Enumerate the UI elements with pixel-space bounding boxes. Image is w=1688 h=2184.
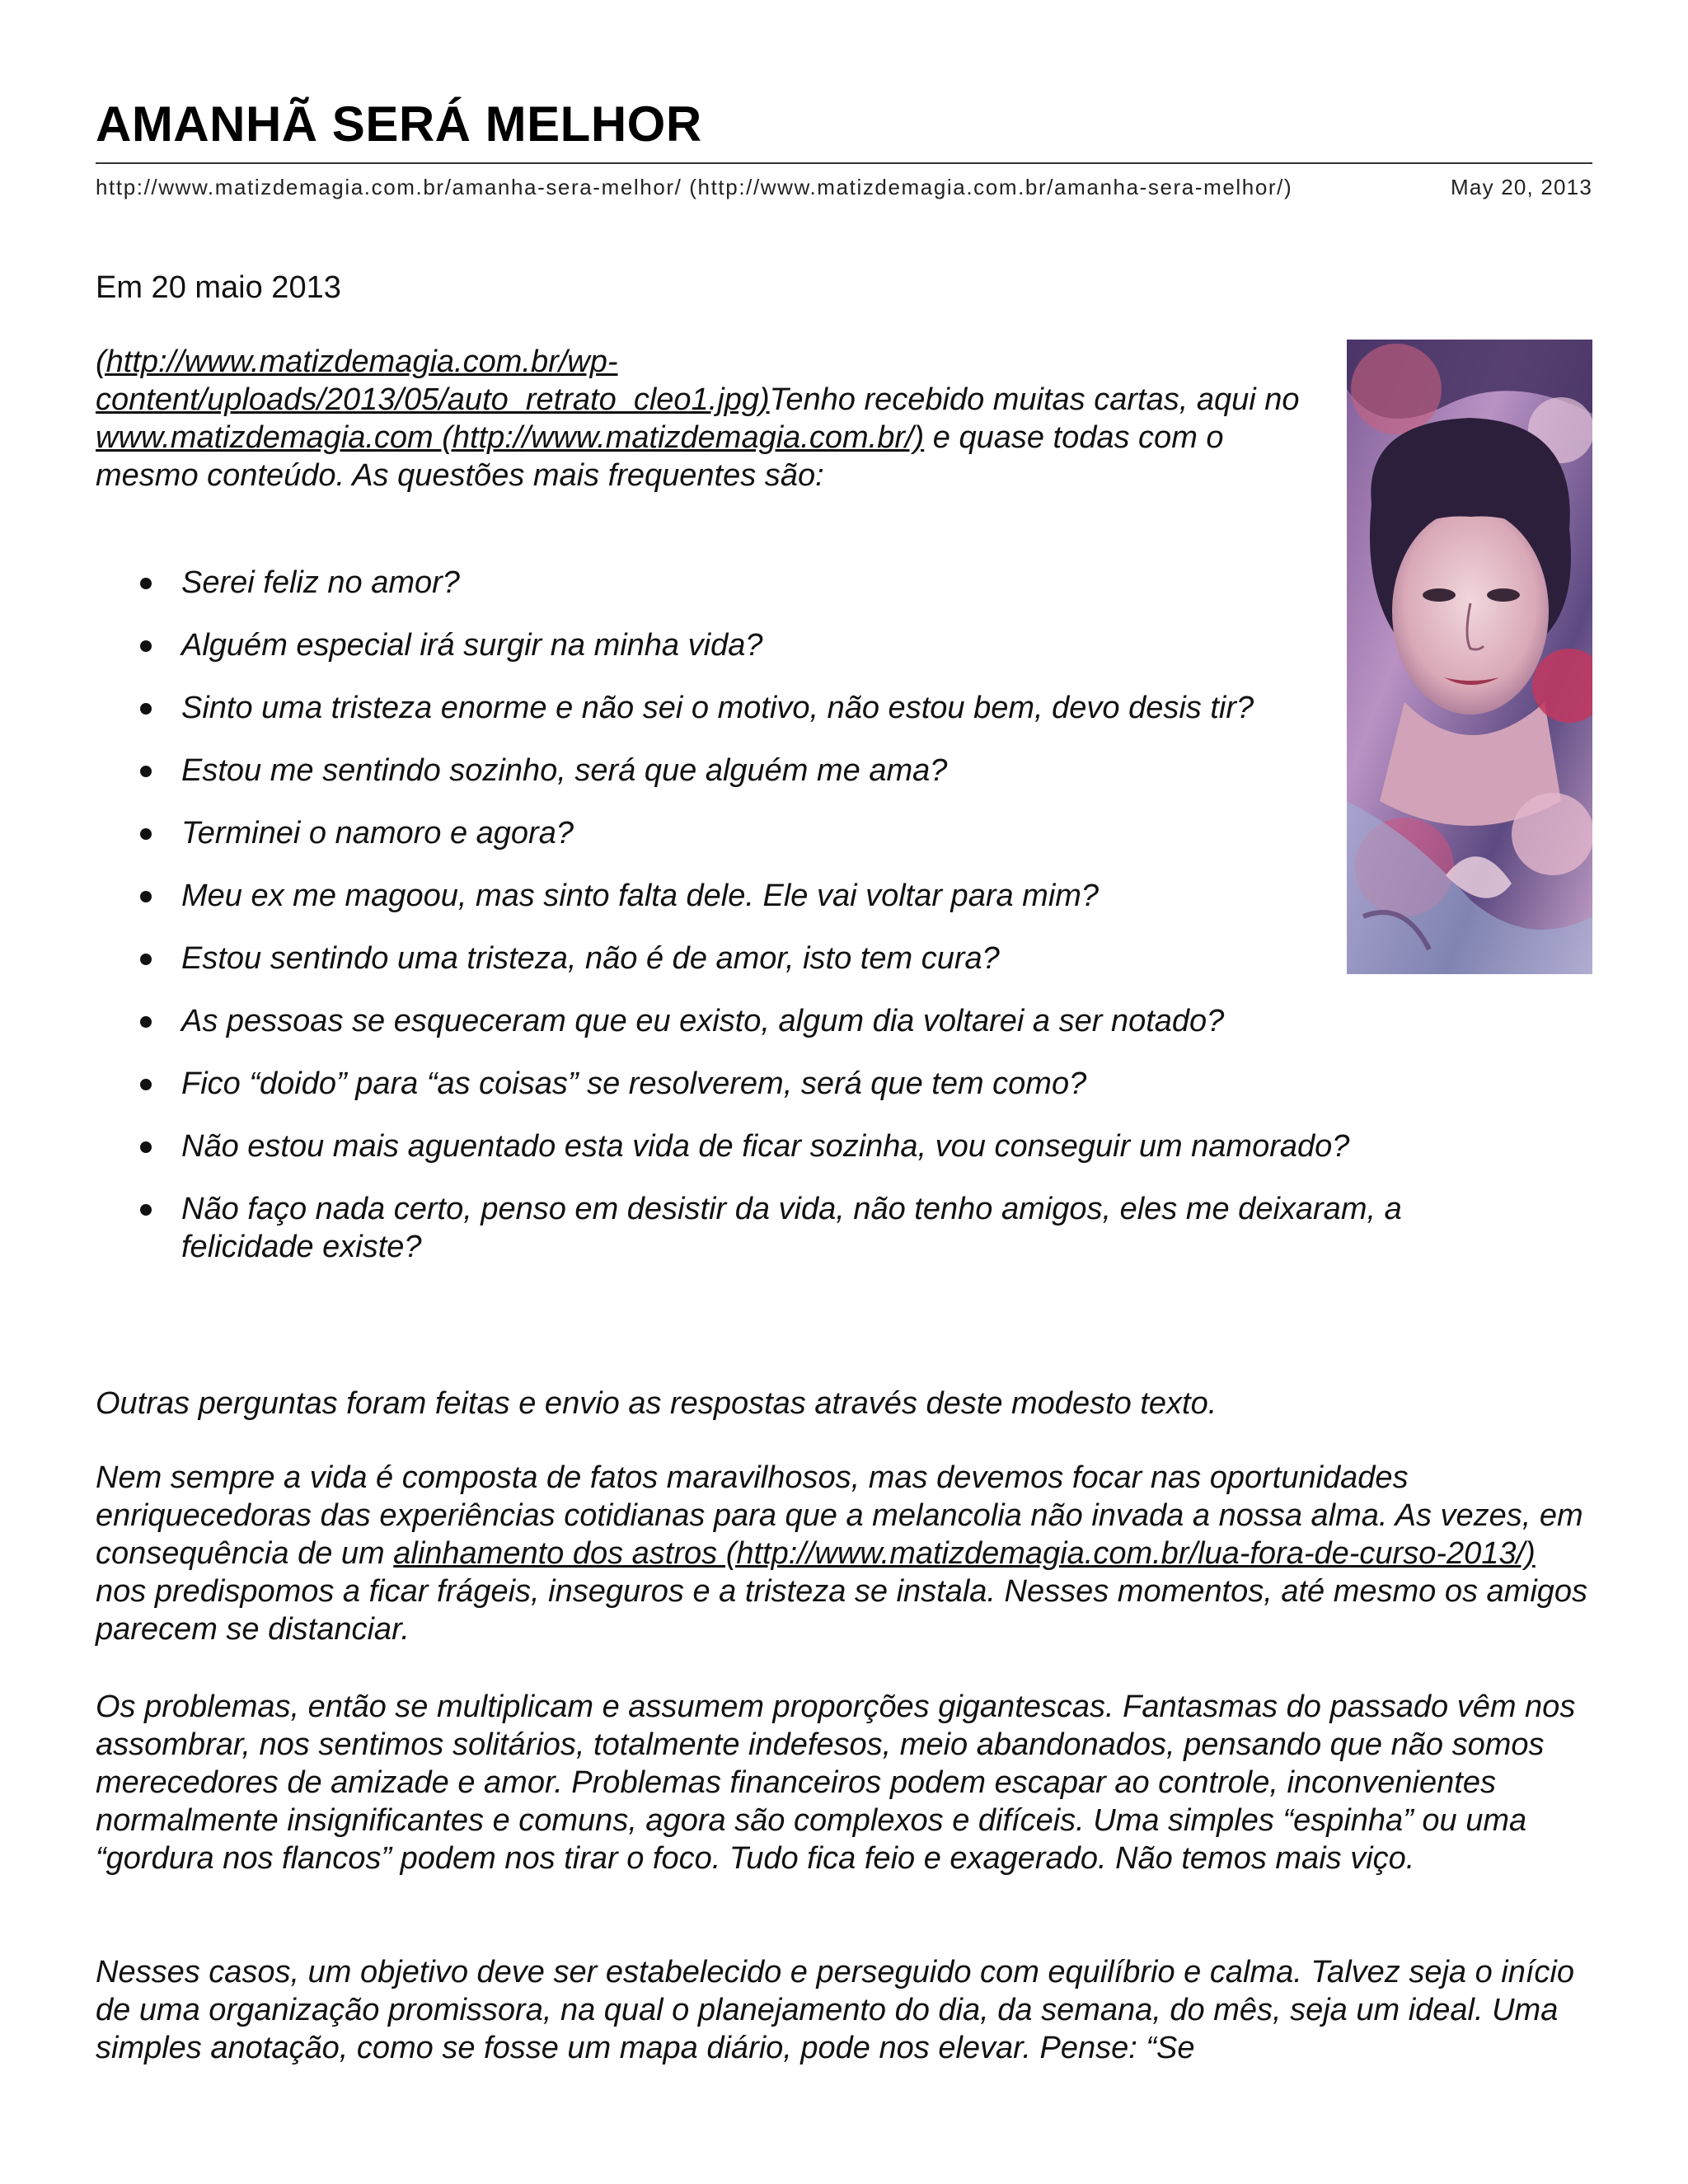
site-link[interactable]: www.matizdemagia.com (http://www.matizdemagia.com.br/) <box>96 420 925 455</box>
intro-text-2: e quase todas com o mesmo conteúdo. As questões mais frequentes são: <box>96 420 1224 493</box>
intro-text-1: Tenho recebido muitas cartas, aqui no <box>769 382 1300 417</box>
list-item: Fico “doido” para “as coisas” se resolverem, será que tem como? <box>96 1065 1497 1103</box>
list-item: Terminei o namoro e agora? <box>96 814 1497 852</box>
print-date: May 20, 2013 <box>1451 175 1592 199</box>
list-item: Serei feliz no amor? <box>96 564 1497 602</box>
list-item: Não estou mais aguentado esta vida de ficar sozinha, vou conseguir um namorado? <box>96 1127 1497 1165</box>
paragraph-1 <box>96 1385 1592 1422</box>
paragraph-2 <box>96 1459 1592 1648</box>
title-divider <box>96 162 1592 164</box>
intro-paragraph <box>96 343 1307 494</box>
image-link[interactable]: (http://www.matizdemagia.com.br/wp-content/uploads/2013/05/auto_retrato_cleo1.jpg) <box>96 344 770 417</box>
list-item: Sinto uma tristeza enorme e não sei o motivo, não estou bem, devo desis tir? <box>96 689 1282 727</box>
list-item: As pessoas se esqueceram que eu existo, algum dia voltarei a ser notado? <box>96 1002 1497 1040</box>
post-date: Em 20 maio 2013 <box>96 270 341 305</box>
paragraph-4 <box>96 1953 1592 2067</box>
paragraph-2-text-1: Nem sempre a vida é composta de fatos maravilhosos, mas devemos focar nas oportunidades enriquecedoras das experiências cotidianas para que a melancolia não invada a nossa alma. As vezes, em consequência de um <box>96 1460 1583 1571</box>
source-url: http://www.matizdemagia.com.br/amanha-sera-melhor/ (http://www.matizdemagia.com.br/amanha-sera-melhor/) <box>96 175 1293 199</box>
list-item: Estou sentindo uma tristeza, não é de amor, isto tem cura? <box>96 940 1497 977</box>
questions-list <box>96 564 1497 1291</box>
astros-link[interactable]: alinhamento dos astros (http://www.matizdemagia.com.br/lua-fora-de-curso-2013/) <box>393 1536 1536 1571</box>
list-item: Não faço nada certo, penso em desistir da vida, não tenho amigos, eles me deixaram, a felicidade existe? <box>96 1190 1497 1266</box>
paragraph-3-text: Os problemas, então se multiplicam e assumem proporções gigantescas. Fantasmas do passado vêm nos assombrar, nos sentimos solitários, totalmente indefesos, meio abandonados, pensando que não somos merecedores de amizade e amor. Problemas financeiros podem escapar ao controle, inconvenientes normalmente insignificantes e comuns, agora são complexos e difíceis. Uma simples “espinha” ou uma “gordura nos flancos” podem nos tirar o foco. Tudo fica feio e exagerado. Não temos mais viço. <box>96 1690 1576 1876</box>
list-item: Meu ex me magoou, mas sinto falta dele. Ele vai voltar para mim? <box>96 877 1497 915</box>
paragraph-2-text-2: nos predispomos a ficar frágeis, inseguros e a tristeza se instala. Nesses momentos, até mesmo os amigos parecem se distanciar. <box>96 1574 1588 1647</box>
page-title: AMANHÃ SERÁ MELHOR <box>96 96 702 152</box>
paragraph-4-text: Nesses casos, um objetivo deve ser estabelecido e perseguido com equilíbrio e calma. Talvez seja o início de uma organização promissora, na qual o planejamento do dia, da semana, do mês, seja um ideal. Uma simples anotação, como se fosse um mapa diário, pode nos elevar. Pense: “Se <box>96 1955 1574 2065</box>
paragraph-3 <box>96 1688 1592 1877</box>
list-item: Alguém especial irá surgir na minha vida? <box>96 626 1497 664</box>
list-item: Estou me sentindo sozinho, será que alguém me ama? <box>96 752 1497 790</box>
paragraph-1-text: Outras perguntas foram feitas e envio as respostas através deste modesto texto. <box>96 1386 1217 1421</box>
